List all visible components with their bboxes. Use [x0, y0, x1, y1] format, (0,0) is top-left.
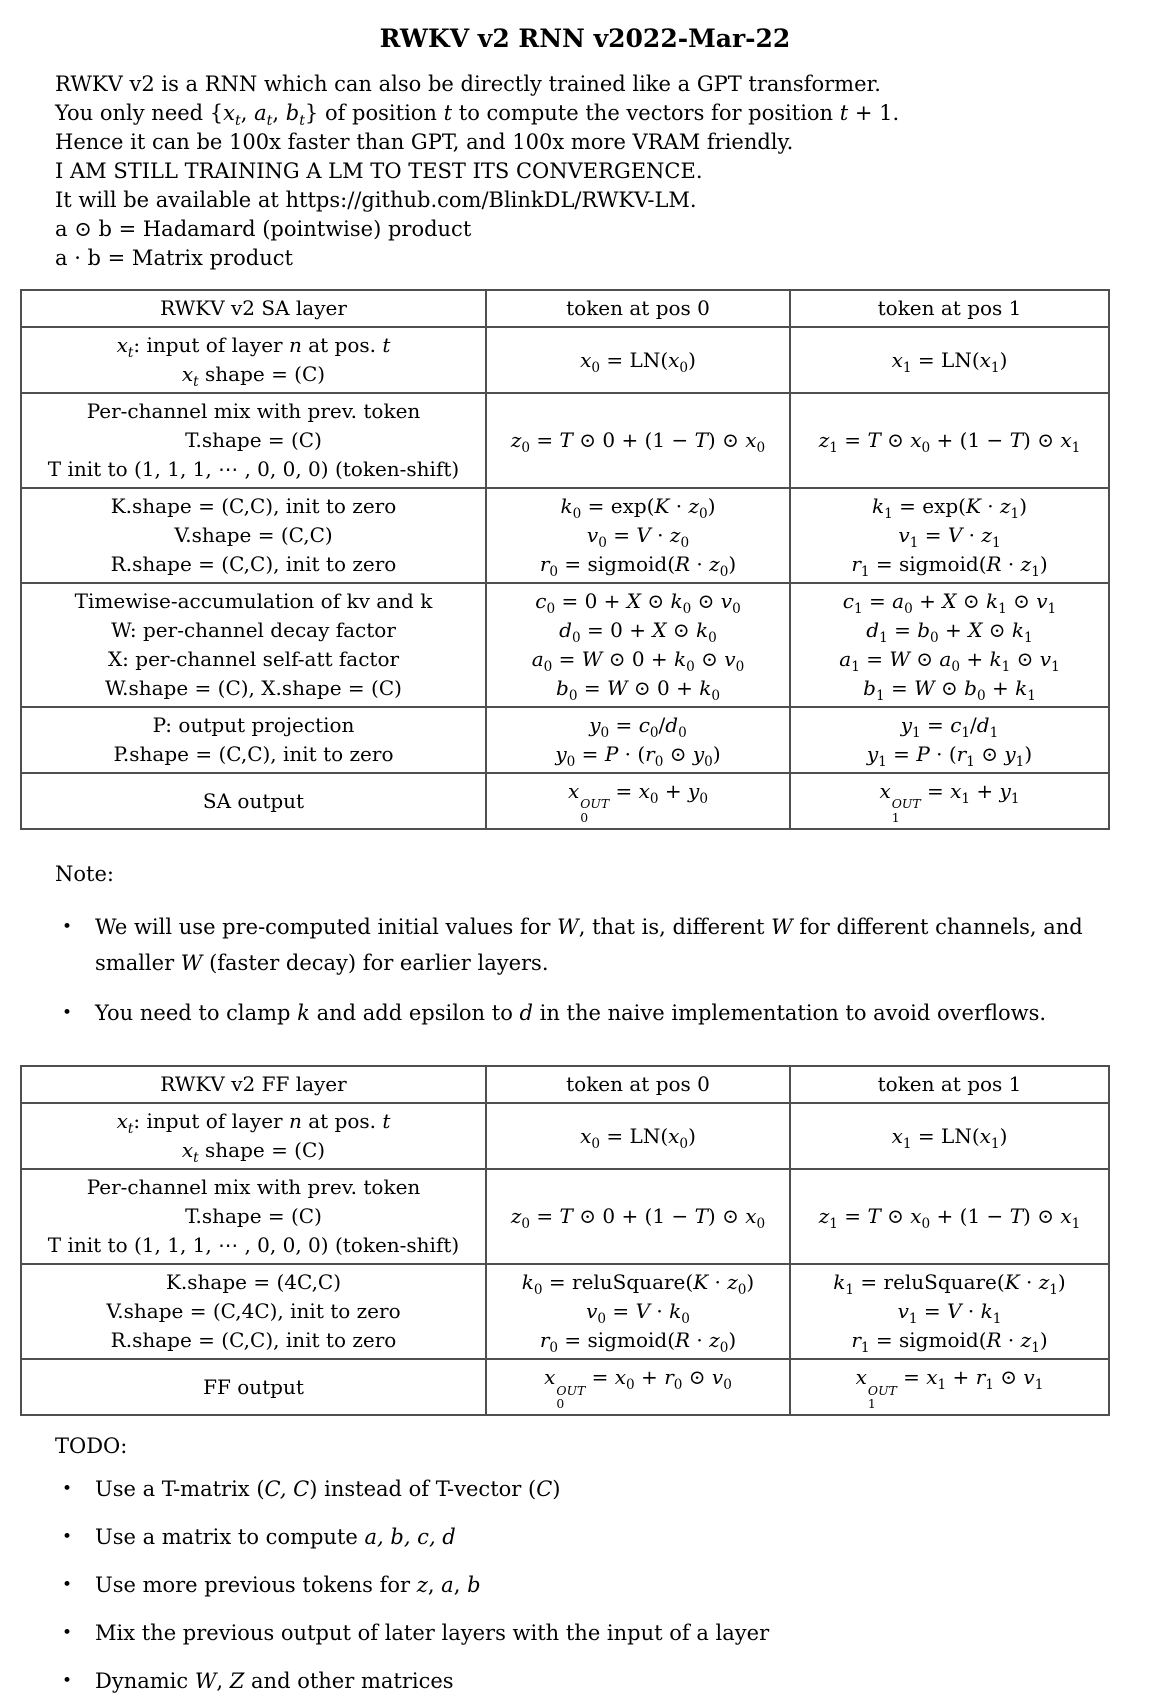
pos1-cell: x OUT 1 = $x_1 + r_1$ ⊙ $v_1$ [790, 1359, 1109, 1415]
sa-row-output [21, 773, 1109, 829]
pos0-cell: $k_0 = \exp(K \cdot z_0)$ $v_0 = V \cdot z_0$ $r_0$ = sigmoid(R · $z_0$) [486, 488, 790, 583]
note-bullet-text: You need to clamp k and add epsilon to d in the naive implementation to avoid overflows. [95, 1001, 1047, 1026]
page-title: RWKV v2 RNN v2022-Mar-22 [379, 24, 791, 53]
bullet-icon: • [62, 1671, 73, 1692]
desc-cell: FF output [21, 1359, 486, 1415]
todo-heading: TODO: [55, 1434, 128, 1459]
pos0-cell: x OUT 0 = $x_0 + r_0$ ⊙ $v_0$ [486, 1359, 790, 1415]
list-item [55, 1617, 1140, 1649]
intro-paragraph [55, 70, 1170, 273]
pos1-cell: $c_1 = a_0 + X$ ⊙ $k_1$ ⊙ $v_1$ $d_1 = b_0 + X$ ⊙ $k_1$ $a_1 = W$ ⊙ $a_0 + k_1$ ⊙ $v_1$ $b_1 = W$ ⊙ $b_0 + k_1$ [790, 583, 1109, 707]
list-item [55, 995, 1140, 1031]
intro-line: I AM STILL TRAINING A LM TO TEST ITS CONVERGENCE. [55, 159, 703, 183]
sa-header-layer-cell: RWKV v2 SA layer [21, 290, 486, 327]
intro-line: RWKV v2 is a RNN which can also be directly trained like a GPT transformer. [55, 72, 881, 96]
pos0-cell: x OUT 0 = $x_0 + y_0$ [486, 773, 790, 829]
pos0-cell: $k_0$ = reluSquare(K · $z_0$) $v_0 = V \cdot k_0$ $r_0$ = sigmoid(R · $z_0$) [486, 1264, 790, 1359]
desc-cell: K.shape = (C,C), init to zero V.shape = (C,C) R.shape = (C,C), init to zero [21, 488, 486, 583]
pos1-cell: x OUT 1 = $x_1 + y_1$ [790, 773, 1109, 829]
ff-row-output [21, 1359, 1109, 1415]
intro-line: Hence it can be 100x faster than GPT, and 100x more VRAM friendly. [55, 130, 794, 154]
ff-row-kvr [21, 1264, 1109, 1359]
sa-row-input [21, 327, 1109, 393]
pos0-cell: $x_0 = LN(x_0)$ [486, 1103, 790, 1169]
note-bullet-text: We will use pre-computed initial values for W, that is, different W for different channels, and smaller W (faster decay) for earlier layers. [95, 915, 1083, 976]
ff-header-pos0-cell: token at pos 0 [486, 1066, 790, 1103]
desc-cell: $x_t$: input of layer n at pos. t $x_t$ shape = (C) [21, 327, 486, 393]
pos1-cell: $x_1 = LN(x_1)$ [790, 327, 1109, 393]
list-item [55, 1665, 1140, 1697]
todo-bullet-text: Use a T-matrix (C, C) instead of T-vector (C) [95, 1477, 561, 1502]
matrix-product-definition: a · b = Matrix product [55, 246, 293, 270]
bullet-icon: • [62, 917, 73, 938]
todo-list [55, 1473, 1170, 1697]
desc-cell: K.shape = (4C,C) V.shape = (C,4C), init to zero R.shape = (C,C), init to zero [21, 1264, 486, 1359]
pos1-cell: $z_1 = T$ ⊙ $x_0 + (1 - T)$ ⊙ $x_1$ [790, 1169, 1109, 1264]
desc-cell: $x_t$: input of layer n at pos. t $x_t$ shape = (C) [21, 1103, 486, 1169]
pos1-cell: $z_1 = T$ ⊙ $x_0 + (1 - T)$ ⊙ $x_1$ [790, 393, 1109, 488]
sa-row-kvr [21, 488, 1109, 583]
list-item [55, 1569, 1140, 1601]
ff-header-pos1-cell: token at pos 1 [790, 1066, 1109, 1103]
sa-header-pos1-cell: token at pos 1 [790, 290, 1109, 327]
pos1-cell: $y_1 = c_1/d_1$ $y_1 = P \cdot (r_1$ ⊙ $y_1$) [790, 707, 1109, 773]
pos0-cell: $c_0 = 0 + X$ ⊙ $k_0$ ⊙ $v_0$ $d_0 = 0 + X$ ⊙ $k_0$ $a_0 = W$ ⊙ $0 + k_0$ ⊙ $v_0$ $b_0 = W$ ⊙ $0 + k_0$ [486, 583, 790, 707]
sa-row-accumulation [21, 583, 1109, 707]
todo-bullet-text: Use more previous tokens for z, a, b [95, 1573, 481, 1598]
pos0-cell: $z_0 = T$ ⊙ 0 + (1 − T) ⊙ $x_0$ [486, 1169, 790, 1264]
intro-line: You only need {$x_t$, $a_t$, $b_t$} of position t to compute the vectors for position t + 1. [55, 101, 900, 130]
desc-cell: Timewise-accumulation of kv and k W: per-channel decay factor X: per-channel self-att factor W.shape = (C), X.shape = (C) [21, 583, 486, 707]
ff-row-token-mix [21, 1169, 1109, 1264]
sa-row-projection [21, 707, 1109, 773]
ff-table-header-row [21, 1066, 1109, 1103]
list-item [55, 1473, 1140, 1505]
pos0-cell: $x_0 = LN(x_0)$ [486, 327, 790, 393]
bullet-icon: • [62, 1623, 73, 1644]
hadamard-definition: a ⊙ b = Hadamard (pointwise) product [55, 217, 472, 241]
sa-table-header-row [21, 290, 1109, 327]
sa-header-pos0-cell: token at pos 0 [486, 290, 790, 327]
list-item [55, 1521, 1140, 1553]
todo-bullet-text: Mix the previous output of later layers with the input of a layer [95, 1621, 770, 1646]
todo-bullet-text: Use a matrix to compute a, b, c, d [95, 1525, 456, 1550]
bullet-icon: • [62, 1479, 73, 1500]
sa-row-token-mix [21, 393, 1109, 488]
ff-row-input [21, 1103, 1109, 1169]
pos1-cell: $k_1 = \exp(K \cdot z_1)$ $v_1 = V \cdot z_1$ $r_1$ = sigmoid(R · $z_1$) [790, 488, 1109, 583]
pos1-cell: $x_1 = LN(x_1)$ [790, 1103, 1109, 1169]
bullet-icon: • [62, 1575, 73, 1596]
list-item [55, 909, 1140, 981]
ff-layer-table [20, 1065, 1110, 1416]
pos1-cell: $k_1$ = reluSquare(K · $z_1$) $v_1 = V \cdot k_1$ $r_1$ = sigmoid(R · $z_1$) [790, 1264, 1109, 1359]
ff-header-layer-cell: RWKV v2 FF layer [21, 1066, 486, 1103]
bullet-icon: • [62, 1003, 73, 1024]
sa-layer-table [20, 289, 1110, 830]
note-heading: Note: [55, 862, 114, 887]
desc-cell: SA output [21, 773, 486, 829]
desc-cell: P: output projection P.shape = (C,C), init to zero [21, 707, 486, 773]
pos0-cell: $z_0 = T$ ⊙ 0 + (1 − T) ⊙ $x_0$ [486, 393, 790, 488]
desc-cell: Per-channel mix with prev. token T.shape = (C) T init to (1, 1, 1, ⋯ , 0, 0, 0) (token-shift) [21, 393, 486, 488]
bullet-icon: • [62, 1527, 73, 1548]
todo-bullet-text: Dynamic W, Z and other matrices [95, 1669, 454, 1694]
desc-cell: Per-channel mix with prev. token T.shape = (C) T init to (1, 1, 1, ⋯ , 0, 0, 0) (token-shift) [21, 1169, 486, 1264]
pos0-cell: $y_0 = c_0/d_0$ $y_0 = P \cdot (r_0$ ⊙ $y_0$) [486, 707, 790, 773]
note-list [55, 909, 1170, 1031]
github-link: It will be available at https://github.com/BlinkDL/RWKV-LM. [55, 188, 697, 212]
